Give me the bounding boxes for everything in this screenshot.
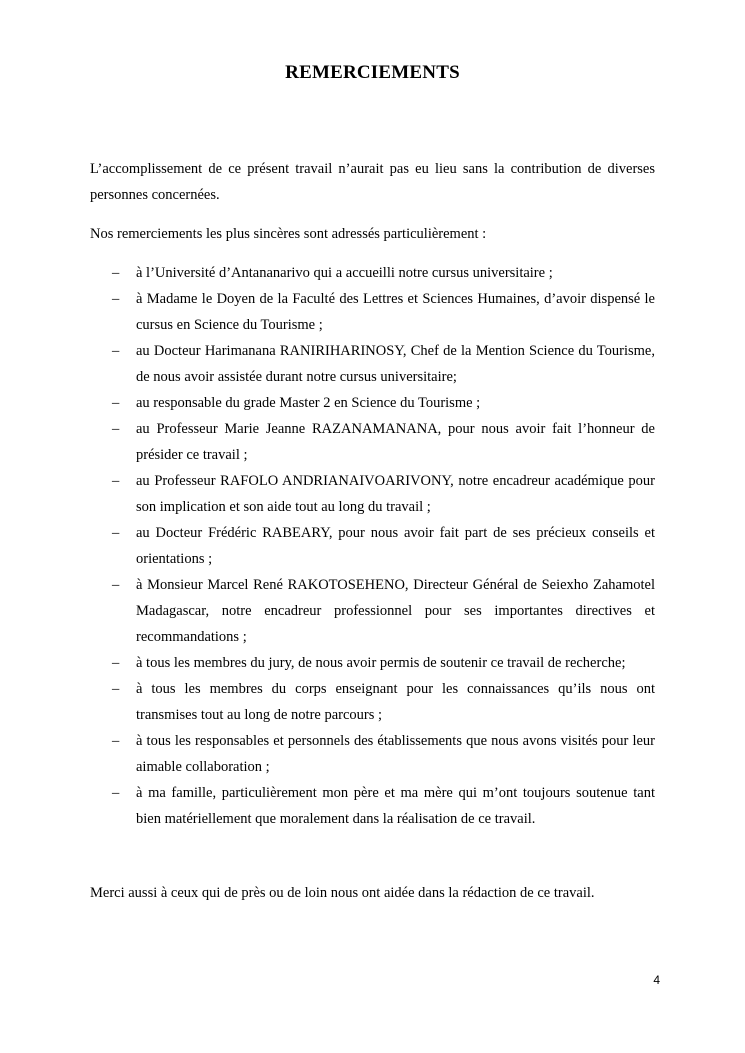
- lead-paragraph: Nos remerciements les plus sincères sont adressés particulièrement :: [90, 226, 487, 242]
- page-number: 4: [653, 973, 660, 987]
- list-item: [90, 572, 655, 650]
- dash-bullet: –: [112, 681, 120, 697]
- list-item-text: à Monsieur Marcel René RAKOTOSEHENO, Directeur Général de Seiexho Zahamotel Madagascar, notre encadreur professionnel pour ses importantes directives et recommandations ;: [136, 577, 655, 645]
- list-item-text: à l’Université d’Antananarivo qui a accueilli notre cursus universitaire ;: [136, 265, 553, 281]
- list-item: [90, 260, 655, 286]
- acknowledgement-list: [90, 260, 655, 832]
- dash-bullet: –: [112, 785, 120, 801]
- list-item-text: à ma famille, particulièrement mon père et ma mère qui m’ont toujours soutenue tant bien matériellement que moralement dans la réalisation de ce travail.: [136, 785, 655, 827]
- list-item: [90, 468, 655, 520]
- dash-bullet: –: [112, 265, 120, 281]
- list-item: [90, 676, 655, 728]
- dash-bullet: –: [112, 525, 120, 541]
- list-item: [90, 650, 655, 676]
- dash-bullet: –: [112, 421, 120, 437]
- dash-bullet: –: [112, 473, 120, 489]
- dash-bullet: –: [112, 291, 120, 307]
- list-item-text: au responsable du grade Master 2 en Science du Tourisme ;: [136, 395, 481, 411]
- list-item-text: à tous les responsables et personnels des établissements que nous avons visités pour leur aimable collaboration ;: [136, 733, 655, 775]
- list-item-text: à Madame le Doyen de la Faculté des Lettres et Sciences Humaines, d’avoir dispensé le cursus en Science du Tourisme ;: [136, 291, 655, 333]
- list-item-text: au Docteur Harimanana RANIRIHARINOSY, Chef de la Mention Science du Tourisme, de nous avoir assistée durant notre cursus universitaire;: [136, 343, 655, 385]
- list-item-text: à tous les membres du jury, de nous avoir permis de soutenir ce travail de recherche;: [136, 655, 626, 671]
- page-title: REMERCIEMENTS: [285, 62, 460, 83]
- dash-bullet: –: [112, 655, 120, 671]
- list-item: [90, 338, 655, 390]
- dash-bullet: –: [112, 395, 120, 411]
- list-item: [90, 728, 655, 780]
- dash-bullet: –: [112, 577, 120, 593]
- list-item-text: au Docteur Frédéric RABEARY, pour nous avoir fait part de ses précieux conseils et orientations ;: [136, 525, 655, 567]
- list-item: [90, 780, 655, 832]
- list-item: [90, 520, 655, 572]
- dash-bullet: –: [112, 733, 120, 749]
- list-item-text: au Professeur RAFOLO ANDRIANAIVOARIVONY, notre encadreur académique pour son implication et son aide tout au long du travail ;: [136, 473, 655, 515]
- dash-bullet: –: [112, 343, 120, 359]
- list-item: [90, 286, 655, 338]
- list-item: [90, 390, 655, 416]
- intro-paragraph: L’accomplissement de ce présent travail n’aurait pas eu lieu sans la contribution de diverses personnes concernées.: [90, 161, 655, 203]
- list-item-text: au Professeur Marie Jeanne RAZANAMANANA, pour nous avoir fait l’honneur de présider ce travail ;: [136, 421, 655, 463]
- closing-paragraph: Merci aussi à ceux qui de près ou de loin nous ont aidée dans la rédaction de ce travail.: [90, 885, 595, 901]
- list-item-text: à tous les membres du corps enseignant pour les connaissances qu’ils nous ont transmises tout au long de notre parcours ;: [136, 681, 655, 723]
- list-item: [90, 416, 655, 468]
